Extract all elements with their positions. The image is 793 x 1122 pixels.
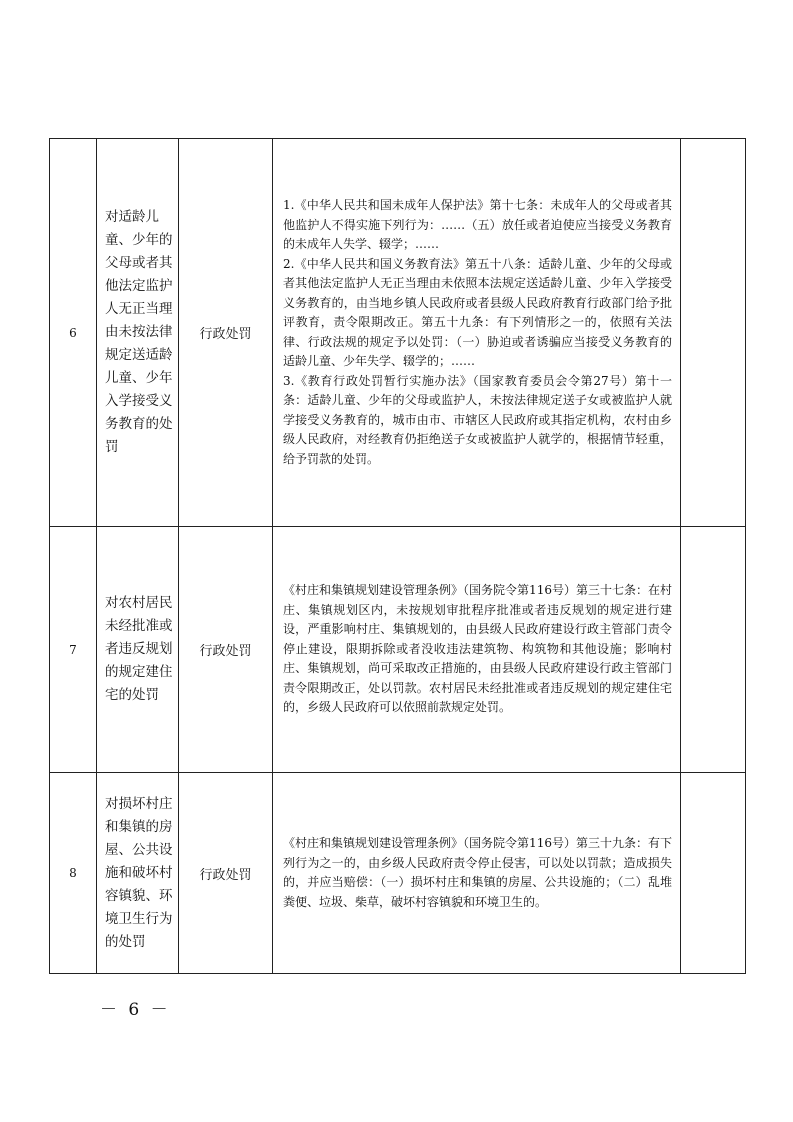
legal-basis <box>273 527 681 773</box>
legal-basis <box>273 773 681 974</box>
row-number: 7 <box>50 527 97 773</box>
basis-paragraph: 《村庄和集镇规划建设管理条例》（国务院令第116号）第三十九条：有下列行为之一的，由乡级人民政府责令停止侵害，可以处以罚款；造成损失的，并应当赔偿：（一）损坏村庄和集镇的房屋、公共设施的；（二）乱堆粪便、垃圾、柴草，破坏村容镇貌和环境卫生的。 <box>283 836 672 909</box>
item-name: 对损坏村庄和集镇的房屋、公共设施和破坏村容镇貌、环境卫生行为的处罚 <box>97 773 179 974</box>
row-number: 6 <box>50 139 97 527</box>
item-name: 对农村居民未经批准或者违反规划的规定建住宅的处罚 <box>97 527 179 773</box>
basis-paragraph: 《村庄和集镇规划建设管理条例》（国务院令第116号）第三十七条：在村庄、集镇规划区内，未按规划审批程序批准或者违反规划的规定进行建设，严重影响村庄、集镇规划的，由县级人民政府建设行政主管部门责令停止建设，限期拆除或者没收违法建筑物、构筑物和其他设施；影响村庄、集镇规划，尚可采取改正措施的，由县级人民政府建设行政主管部门责令限期改正，处以罚款。农村居民未经批准或者违反规划的规定建住宅的，乡级人民政府可以依照前款规定处罚。 <box>283 583 672 715</box>
item-name: 对适龄儿童、少年的父母或者其他法定监护人无正当理由未按法律规定送适龄儿童、少年入学接受义务教育的处罚 <box>97 139 179 527</box>
remark-cell <box>681 773 746 974</box>
item-type: 行政处罚 <box>179 139 273 527</box>
legal-basis <box>273 139 681 527</box>
basis-paragraph: 3.《教育行政处罚暂行实施办法》（国家教育委员会令第27号）第十一条：适龄儿童、少年的父母或监护人，未按法律规定送子女或被监护人就学接受义务教育的，城市由市、市辖区人民政府或其指定机构，农村由乡级人民政府，对经教育仍拒绝送子女或被监护人就学的，根据情节轻重，给予罚款的处罚。 <box>283 373 672 466</box>
table-row <box>50 527 746 773</box>
basis-paragraph: 1.《中华人民共和国未成年人保护法》第十七条：未成年人的父母或者其他监护人不得实施下列行为：……（五）放任或者迫使应当接受义务教育的未成年人失学、辍学；…… <box>283 198 672 251</box>
row-number: 8 <box>50 773 97 974</box>
page-number: － 6 － <box>100 1000 171 1020</box>
item-type: 行政处罚 <box>179 527 273 773</box>
remark-cell <box>681 139 746 527</box>
remark-cell <box>681 527 746 773</box>
item-type: 行政处罚 <box>179 773 273 974</box>
regulation-table <box>49 138 746 974</box>
table-row <box>50 773 746 974</box>
basis-paragraph: 2.《中华人民共和国义务教育法》第五十八条：适龄儿童、少年的父母或者其他法定监护人无正当理由未依照本法规定送适龄儿童、少年入学接受义务教育的，由当地乡镇人民政府或者县级人民政府教育行政部门给予批评教育，责令限期改正。第五十九条：有下列情形之一的，依照有关法律、行政法规的规定予以处罚：（一）胁迫或者诱骗应当接受义务教育的适龄儿童、少年失学、辍学的；…… <box>283 256 672 368</box>
table-row <box>50 139 746 527</box>
